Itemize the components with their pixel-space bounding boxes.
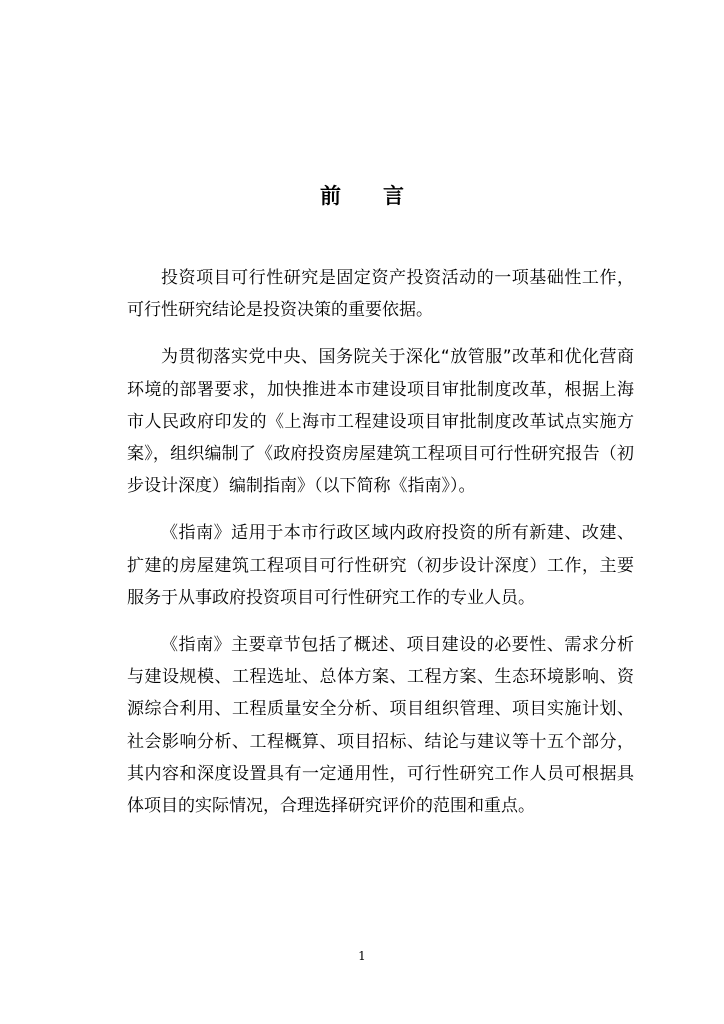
page-number: 1 xyxy=(358,949,366,963)
paragraph-4: 《指南》主要章节包括了概述、项目建设的必要性、需求分析与建设规模、工程选址、总体方案、工程方案、生态环境影响、资源综合利用、工程质量安全分析、项目组织管理、项目实施计划、社会影响分析、工程概算、项目招标、结论与建议等十五个部分，其内容和深度设置具有一定通用性，可行性研究工作人员可根据具体项目的实际情况，合理选择研究评价的范围和重点。 xyxy=(127,635,634,817)
paragraph-2: 为贯彻落实党中央、国务院关于深化“放管服”改革和优化营商环境的部署要求，加快推进本市建设项目审批制度改革，根据上海市人民政府印发的《上海市工程建设项目审批制度改革试点实施方案》，组织编制了《政府投资房屋建筑工程项目可行性研究报告（初步设计深度）编制指南》（以下简称《指南》）。 xyxy=(127,347,634,497)
title-char-2: 言 xyxy=(383,184,404,208)
paragraph-1: 投资项目可行性研究是固定资产投资活动的一项基础性工作，可行性研究结论是投资决策的重要依据。 xyxy=(127,268,634,321)
body-text xyxy=(127,262,634,837)
title-char-1: 前 xyxy=(320,184,341,208)
page-title xyxy=(0,180,724,210)
paragraph-3: 《指南》适用于本市行政区域内政府投资的所有新建、改建、扩建的房屋建筑工程项目可行性研究（初步设计深度）工作，主要服务于从事政府投资项目可行性研究工作的专业人员。 xyxy=(127,523,634,608)
